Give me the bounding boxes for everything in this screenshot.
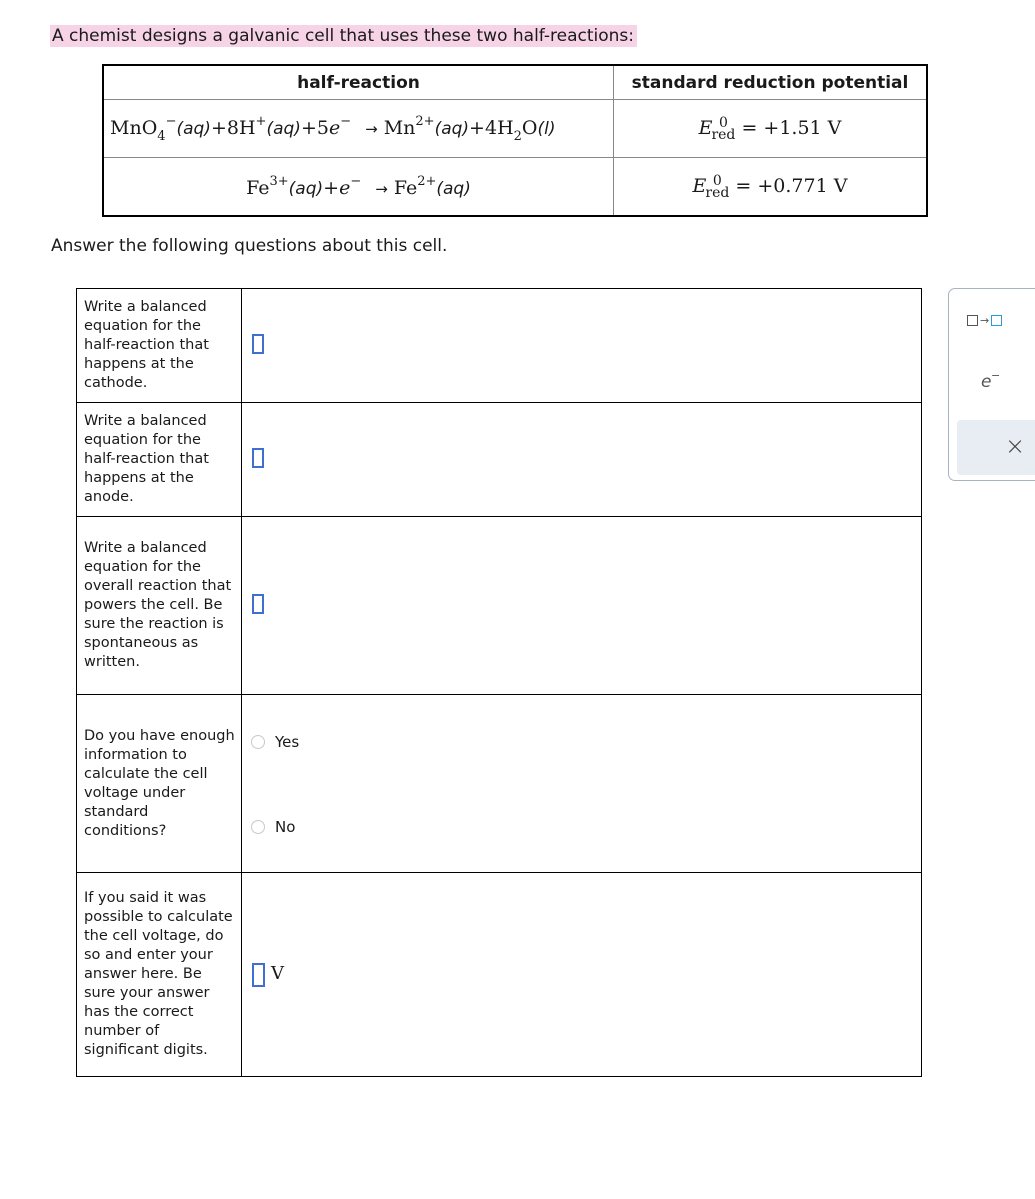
electron-icon: e (981, 372, 992, 392)
reaction-arrow: → (375, 180, 388, 198)
answer-cell (242, 403, 922, 517)
header-potential: standard reduction potential (613, 65, 927, 100)
table-row (77, 403, 922, 517)
answer-cell (242, 873, 922, 1077)
no-label[interactable]: No (275, 818, 296, 836)
answer-toolbar (948, 288, 1035, 481)
half-reaction-mno4: $MnO_4^-(aq)+8H^+(aq)+5e^- \to Mn^{2+}(aq)+4H_2O(l)$ (103, 100, 613, 158)
potential-mno4: E 0 red = +1.51 V (613, 100, 927, 158)
voltage-unit: V (271, 963, 284, 984)
header-half-reaction: half-reaction (103, 65, 613, 100)
electron-button[interactable]: e − (981, 369, 1001, 392)
clear-button[interactable] (957, 420, 1035, 475)
no-option[interactable] (251, 818, 295, 836)
reaction-arrow-button[interactable] (967, 314, 1002, 327)
answer-cell (242, 517, 922, 695)
question-cell-voltage: If you said it was possible to calculate the cell voltage, do so and enter your answer here. Be sure your answer has the correct number of significant digits. (77, 873, 242, 1077)
reaction-arrow: → (365, 119, 378, 138)
answer-cell (242, 695, 922, 873)
yes-label[interactable]: Yes (275, 733, 300, 751)
half-reaction-fe: $Fe^{3+}(aq)+e^- \to Fe^{2+}(aq)$ (103, 158, 613, 217)
table-row (77, 517, 922, 695)
close-icon: × (1005, 432, 1026, 460)
square-icon (967, 315, 978, 326)
square-icon (991, 315, 1002, 326)
question-anode: Write a balanced equation for the half-reaction that happens at the anode. (77, 403, 242, 517)
half-reaction-table (102, 64, 928, 217)
answer-cell (242, 289, 922, 403)
table-row (77, 873, 922, 1077)
yes-option[interactable] (251, 733, 299, 751)
cathode-equation-input[interactable] (252, 334, 264, 354)
potential-fe: E 0 red = +0.771 V (692, 172, 848, 201)
anode-equation-input[interactable] (252, 448, 264, 468)
instructions: Answer the following questions about this cell. (51, 236, 448, 256)
arrow-icon: → (980, 314, 990, 327)
question-cathode: Write a balanced equation for the half-reaction that happens at the cathode. (77, 289, 242, 403)
voltage-input[interactable] (252, 963, 265, 987)
question-overall: Write a balanced equation for the overall reaction that powers the cell. Be sure the reaction is spontaneous as written. (77, 517, 242, 695)
table-row (77, 695, 922, 873)
question-enough-info: Do you have enough information to calculate the cell voltage under standard conditions? (77, 695, 242, 873)
yes-radio[interactable] (251, 735, 265, 749)
no-radio[interactable] (251, 820, 265, 834)
table-row (77, 289, 922, 403)
overall-equation-input[interactable] (252, 594, 264, 614)
table-row (103, 158, 927, 217)
problem-intro: A chemist designs a galvanic cell that uses these two half-reactions: (50, 25, 637, 47)
table-row (103, 100, 927, 158)
question-table (76, 288, 922, 1077)
